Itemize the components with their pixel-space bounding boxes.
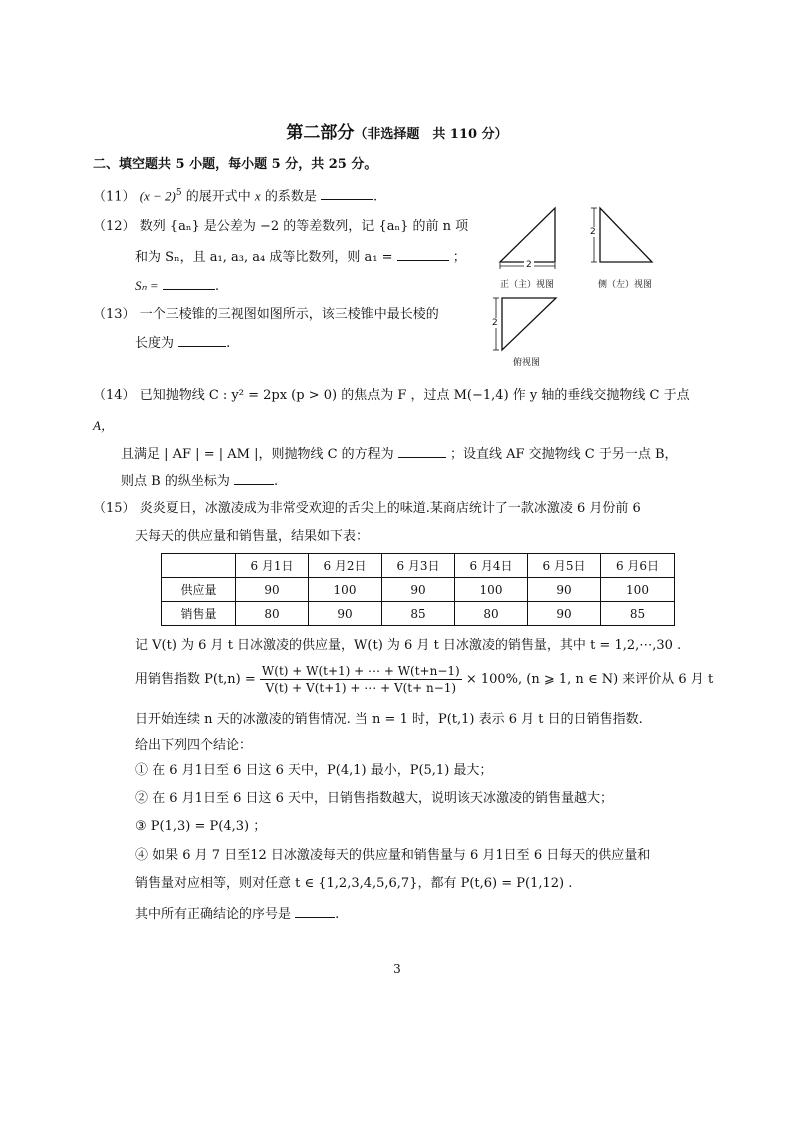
table-cell: 85 [382,602,455,626]
question-14-line3 [121,472,278,491]
q15-def2b: × 100%, (n ⩾ 1, n ∈ N) 来评价从 6 月 t [465,672,714,687]
q13-number: （13） [93,307,136,322]
part-title-main: 第二部分 [286,123,355,143]
q14-number: （14） [93,388,136,403]
question-14-line2 [121,445,678,464]
q14-line2a: 且满足 | AF | = | AM |，则抛物线 C 的方程为 [121,447,394,462]
question-12-line1 [93,218,468,236]
q14-line1: 已知抛物线 C : y² = 2px (p > 0) 的焦点为 F ，过点 M(−1,4) 作 y 轴的垂线交抛物线 C 于点 [139,388,690,403]
front-view-label: 正（主）视图 [500,280,555,290]
table-cell: 90 [382,578,455,602]
side-dim-label: 2 [590,227,596,237]
q14-line2b: ；设直线 AF 交抛物线 C 于另一点 B， [449,447,678,462]
table-cell: 90 [309,602,382,626]
q11-text1: 的展开式中 [185,189,251,205]
page-number: 3 [393,962,401,976]
question-15-intro1 [93,500,641,518]
front-dim-label: 2 [526,260,532,270]
question-13-line1 [93,306,439,324]
supply-sales-table [161,553,675,626]
table-cell: 90 [528,578,601,602]
side-view-label: 侧（左）视图 [598,280,653,290]
question-13-line2 [135,334,230,353]
q15-give: 给出下列四个结论： [135,738,253,753]
q11-answer-blank [321,187,373,200]
q15-ask-text: 其中所有正确结论的序号是 [135,907,292,922]
q11-number: （11） [93,189,136,205]
table-header-cell: 6 月4日 [455,554,528,578]
q13-line2b: . [226,336,231,351]
table-header-cell [162,554,236,578]
question-14-line1 [93,387,690,405]
table-cell: 100 [455,578,528,602]
table-cell: 供应量 [162,578,236,602]
table-row-supply [162,578,675,602]
fraction-denominator: V(t) + V(t+1) + ⋯ + V(t+ n−1) [265,681,457,695]
table-header-cell: 6 月3日 [382,554,455,578]
q15-ask [135,905,339,924]
q12-line2b: ； [452,250,466,265]
question-12-line2 [135,248,466,267]
section-heading: 二、填空题共 5 小题，每小题 5 分，共 25 分。 [93,157,378,172]
q15-ask-end: . [335,907,340,922]
q15-intro2: 天每天的供应量和销售量，结果如下表： [135,529,370,544]
top-dim-label: 2 [492,318,498,328]
side-view-triangle [600,208,652,262]
q15-def2a: 用销售指数 P(t,n) = [135,672,256,687]
table-cell: 90 [528,602,601,626]
table-row-sales [162,602,675,626]
table-cell: 100 [309,578,382,602]
conclusion-1: ① 在 6 月1日至 6 日这 6 天中，P(4,1) 最小，P(5,1) 最大； [135,763,493,778]
q11-text2: 的系数是 [264,189,317,205]
part-title [0,124,794,144]
question-14-line1b [93,417,114,436]
q13-line2a: 长度为 [135,336,175,351]
conclusion-3: ③ P(1,3) = P(4,3) ； [135,819,267,834]
conclusion-2: ② 在 6 月1日至 6 日这 6 天中，日销售指数越大，说明该天冰激凌的销售量越大； [135,791,614,806]
q13-answer-blank [178,334,226,347]
q15-intro1: 炎炎夏日，冰激凌成为非常受欢迎的舌尖上的味道.某商店统计了一款冰激凌 6 月份前 6 [139,501,641,516]
q12-answer-blank-a1 [397,248,449,261]
q12-answer-blank-sn [163,277,215,290]
q11-var: x [254,188,261,204]
q14-line3a: 则点 B 的纵坐标为 [121,474,230,489]
front-view-triangle [500,208,555,262]
part-title-sub: （非选择题 共 110 分） [354,127,508,142]
q15-def1: 记 V(t) 为 6 月 t 日冰激凌的供应量，W(t) 为 6 月 t 日冰激凌的销售量，其中 t = 1,2,⋯,30 . [135,638,682,653]
conclusion-4a: ④ 如果 6 月 7 日至12 日冰激凌每天的供应量和销售量与 6 月1日至 6 日每天的供应量和 [135,848,651,863]
table-cell: 80 [455,602,528,626]
table-header-cell: 6 月6日 [601,554,675,578]
table-cell: 85 [601,602,675,626]
q11-expr: (x − 2) [139,188,176,204]
table-cell: 90 [236,578,309,602]
q12-line3a: Sₙ = [135,278,159,293]
q14-line1b: A， [93,418,114,433]
table-cell: 100 [601,578,675,602]
table-header-cell: 6 月5日 [528,554,601,578]
q14-line3b: . [273,474,279,489]
table-cell: 销售量 [162,602,236,626]
q15-def3: 日开始连续 n 天的冰激凌的销售情况. 当 n = 1 时，P(t,1) 表示 6 月 t 日的日销售指数. [135,712,643,727]
q12-number: （12） [93,219,136,234]
q15-def2 [135,660,713,700]
q12-line2a: 和为 Sₙ，且 a₁, a₃, a₄ 成等比数列，则 a₁ = [135,250,393,265]
fraction-numerator: W(t) + W(t+1) + ⋯ + W(t+n−1) [261,664,460,678]
q15-number: （15） [93,501,136,516]
q14-answer-blank-b [234,472,274,485]
question-11 [93,184,377,206]
table-header-row [162,554,675,578]
top-view-label: 俯视图 [513,358,541,368]
q13-line1: 一个三棱锥的三视图如图所示，该三棱锥中最长棱的 [139,307,439,322]
q14-answer-blank-equation [398,445,446,458]
table-header-cell: 6 月1日 [236,554,309,578]
top-view-triangle [502,298,556,350]
conclusion-4b: 销售量对应相等，则对任意 t ∈ {1,2,3,4,5,6,7}，都有 P(t,6) = P(1,12) . [135,876,573,891]
sales-index-fraction [260,663,462,696]
q11-exponent: 5 [175,188,182,198]
q11-end: . [373,189,378,205]
q12-line1: 数列 {aₙ} 是公差为 −2 的等差数列，记 {aₙ} 的前 n 项 [139,219,469,234]
q12-line3b: . [214,279,219,294]
q15-answer-blank [295,905,335,918]
table-header-cell: 6 月2日 [309,554,382,578]
question-12-line3 [135,277,219,296]
table-cell: 80 [236,602,309,626]
